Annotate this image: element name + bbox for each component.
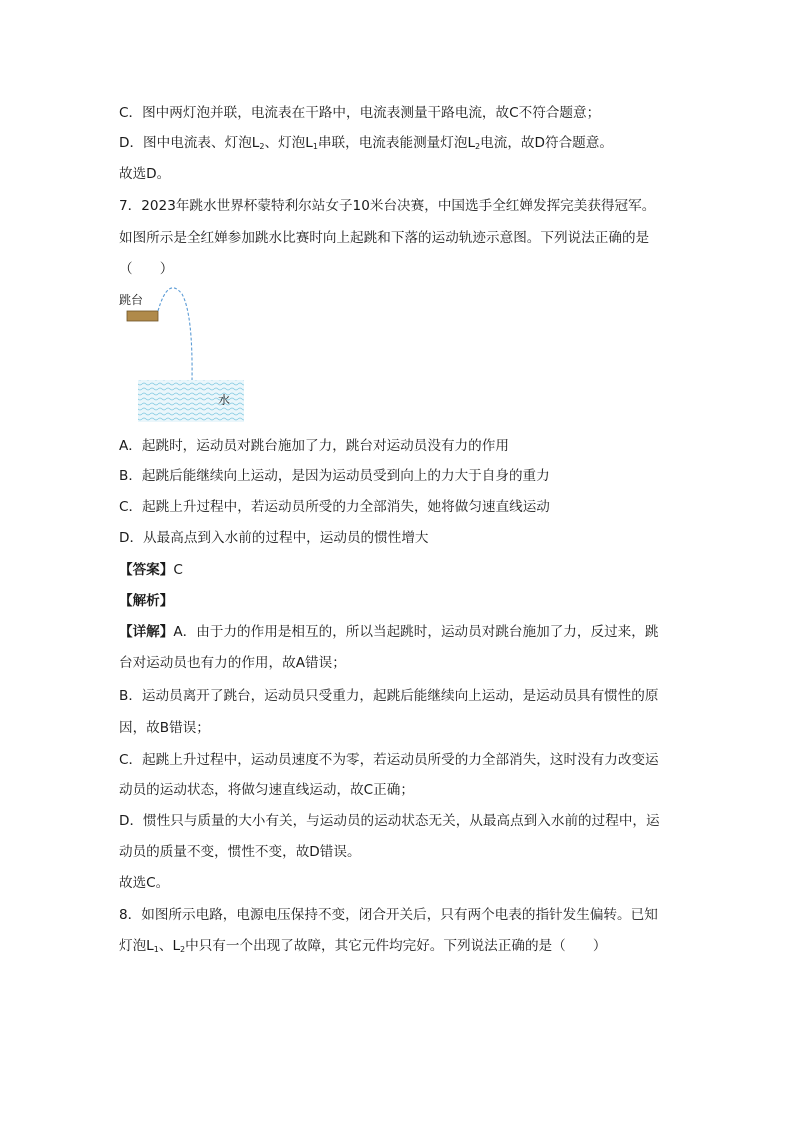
q7-detail-line4: 因，故B错误；: [119, 720, 210, 736]
q7-detail-line2: 台对运动员也有力的作用，故A错误；: [119, 655, 346, 671]
q7-answer: [119, 560, 183, 580]
q7-detail-line5: C．起跳上升过程中，运动员速度不为零，若运动员所受的力全部消失，这时没有力改变运: [119, 752, 659, 768]
prev-option-c: C．图中两灯泡并联，电流表在干路中，电流表测量干路电流，故C不符合题意；: [119, 105, 601, 121]
q8-stem-line2: 灯泡$L_1$、$L_2$中只有一个出现了故障，其它元件均完好。下列说法正确的是（ ）: [119, 938, 607, 954]
prev-option-d: D．图中电流表、灯泡$L_2$、灯泡$L_1$串联，电流表能测量灯泡$L_2$电流，故D符合题意。: [119, 135, 613, 151]
q7-stem-line1: 7．2023年跳水世界杯蒙特利尔站女子10米台决赛，中国选手全红婵发挥完美获得冠军。: [119, 198, 656, 214]
q7-conclusion: 故选C。: [119, 875, 170, 891]
q7-detail-line1: 【详解】A．由于力的作用是相互的，所以当起跳时，运动员对跳台施加了力，反过来，跳: [119, 624, 659, 640]
detail-tag: 【详解】: [119, 624, 174, 640]
q7-answer-blank: （ ）: [119, 261, 174, 277]
q7-analysis-tag: 【解析】: [119, 593, 174, 609]
diving-figure-svg: [118, 286, 248, 426]
q7-detail-line3: B．运动员离开了跳台，运动员只受重力，起跳后能继续向上运动，是运动员具有惯性的原: [119, 688, 659, 704]
prev-conclusion: 故选D。: [119, 166, 171, 182]
q7-detail-line7: D．惯性只与质量的大小有关，与运动员的运动状态无关，从最高点到入水前的过程中，运: [119, 813, 660, 829]
answer-value: C: [173, 562, 183, 578]
diving-trajectory-figure: [118, 286, 248, 426]
q7-stem-line2: 如图所示是全红婵参加跳水比赛时向上起跳和下落的运动轨迹示意图。下列说法正确的是: [119, 230, 650, 246]
q7-option-d: D．从最高点到入水前的过程中，运动员的惯性增大: [119, 530, 429, 546]
q7-option-a: A．起跳时，运动员对跳台施加了力，跳台对运动员没有力的作用: [119, 438, 509, 454]
q7-option-b: B．起跳后能继续向上运动，是因为运动员受到向上的力大于自身的重力: [119, 468, 550, 484]
q8-stem-line1: 8．如图所示电路，电源电压保持不变，闭合开关后，只有两个电表的指针发生偏转。已知: [119, 907, 658, 923]
q7-option-c: C．起跳上升过程中，若运动员所受的力全部消失，她将做匀速直线运动: [119, 499, 550, 515]
answer-tag: 【答案】: [119, 562, 174, 578]
water-label: 水: [218, 393, 231, 407]
q7-detail-line8: 动员的质量不变，惯性不变，故D错误。: [119, 844, 361, 860]
trajectory-curve: [158, 288, 192, 381]
platform-label: 跳台: [119, 293, 144, 307]
q7-detail-line6: 动员的运动状态，将做匀速直线运动，故C正确；: [119, 782, 414, 798]
diving-platform: [127, 311, 158, 321]
